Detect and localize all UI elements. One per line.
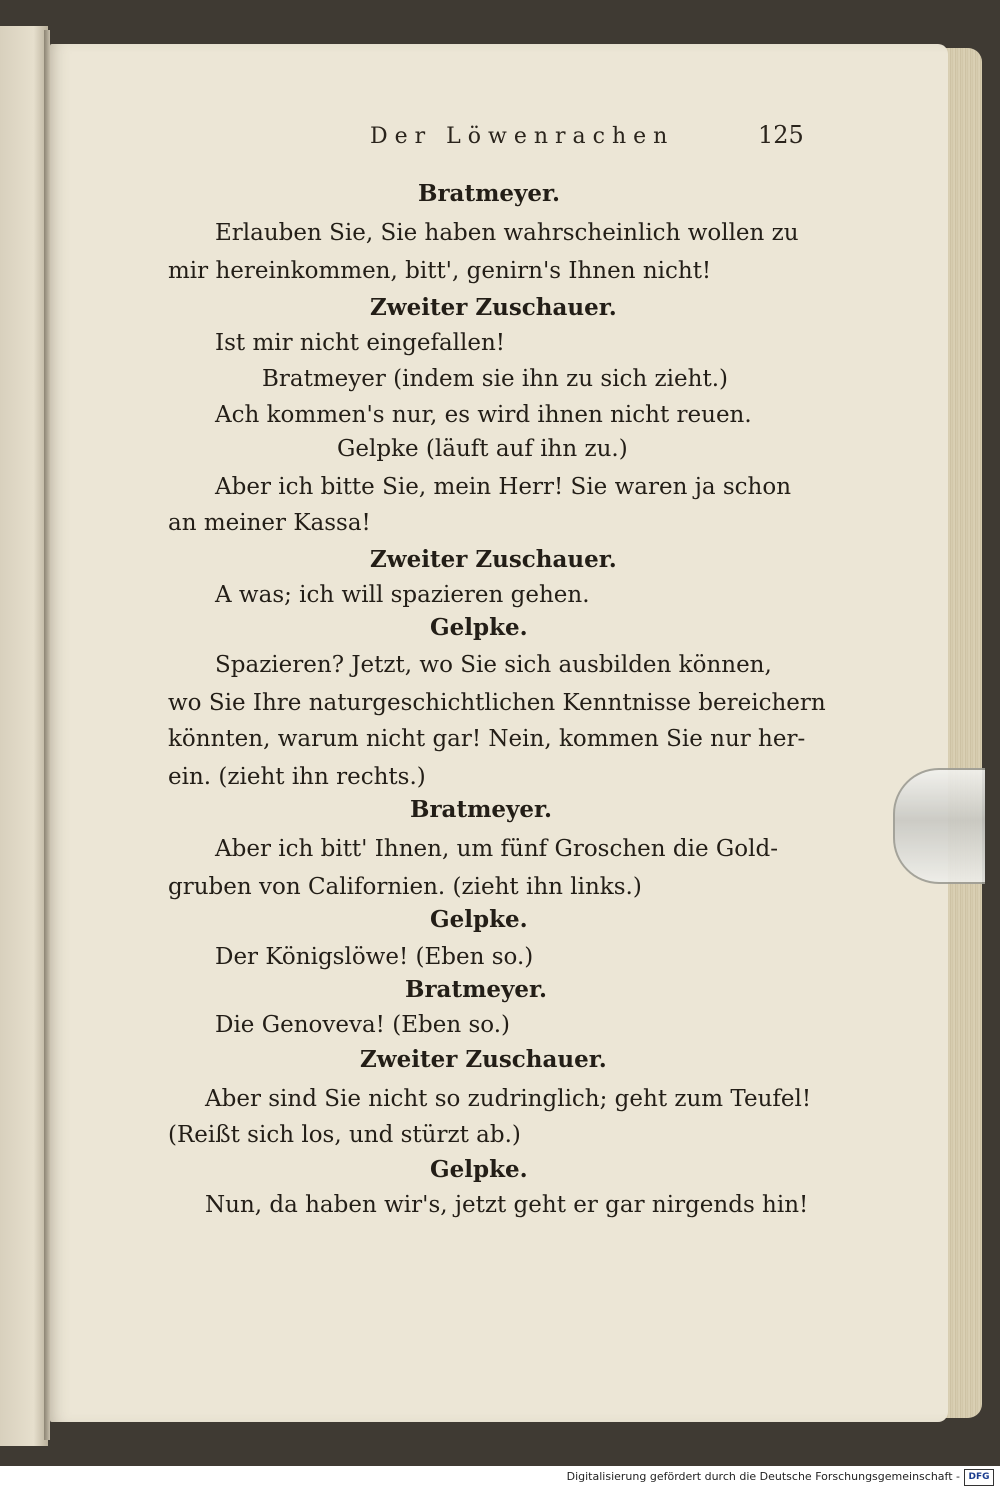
text-line-25: Zweiter Zuschauer. <box>360 1046 607 1073</box>
text-line-19: Aber ich bitt' Ihnen, um fünf Groschen die Gold- <box>215 836 778 862</box>
page-clip <box>893 768 985 884</box>
text-line-6: Bratmeyer (indem sie ihn zu sich zieht.) <box>262 366 728 392</box>
text-line-24: Die Genoveva! (Eben so.) <box>215 1012 510 1038</box>
page-number: 125 <box>758 121 804 149</box>
running-head: Der Löwenrachen <box>370 124 675 149</box>
text-line-17: ein. (zieht ihn rechts.) <box>168 764 426 790</box>
footer-credit: Digitalisierung gefördert durch die Deutsche Forschungsgemeinschaft - <box>566 1470 960 1483</box>
text-line-23: Bratmeyer. <box>405 976 548 1003</box>
dfg-logo: DFG <box>964 1469 994 1486</box>
text-line-5: Ist mir nicht eingefallen! <box>215 330 506 356</box>
text-line-2: Erlauben Sie, Sie haben wahrscheinlich wollen zu <box>215 220 799 246</box>
text-line-3: mir hereinkommen, bitt', genirn's Ihnen nicht! <box>168 258 712 284</box>
text-line-22: Der Königslöwe! (Eben so.) <box>215 944 534 970</box>
text-line-1: Bratmeyer. <box>418 180 561 207</box>
text-line-28: Gelpke. <box>430 1156 528 1183</box>
text-line-26: Aber sind Sie nicht so zudringlich; geht zum Teufel! <box>205 1086 812 1112</box>
text-line-27: (Reißt sich los, und stürzt ab.) <box>168 1122 521 1148</box>
text-line-14: Spazieren? Jetzt, wo Sie sich ausbilden können, <box>215 652 772 678</box>
text-line-20: gruben von Californien. (zieht ihn links.) <box>168 874 642 900</box>
text-line-18: Bratmeyer. <box>410 796 553 823</box>
text-line-7: Ach kommen's nur, es wird ihnen nicht reuen. <box>215 402 752 428</box>
text-line-10: an meiner Kassa! <box>168 510 371 536</box>
text-line-4: Zweiter Zuschauer. <box>370 294 617 321</box>
text-line-11: Zweiter Zuschauer. <box>370 546 617 573</box>
text-line-12: A was; ich will spazieren gehen. <box>215 582 590 608</box>
text-line-16: könnten, warum nicht gar! Nein, kommen Sie nur her- <box>168 726 806 752</box>
left-page-edge <box>0 26 48 1446</box>
text-line-15: wo Sie Ihre naturgeschichtlichen Kenntnisse bereichern <box>168 690 826 716</box>
text-line-13: Gelpke. <box>430 614 528 641</box>
text-line-8: Gelpke (läuft auf ihn zu.) <box>337 436 628 462</box>
text-line-21: Gelpke. <box>430 906 528 933</box>
text-line-9: Aber ich bitte Sie, mein Herr! Sie waren ja schon <box>215 474 792 500</box>
text-line-29: Nun, da haben wir's, jetzt geht er gar nirgends hin! <box>205 1192 809 1218</box>
